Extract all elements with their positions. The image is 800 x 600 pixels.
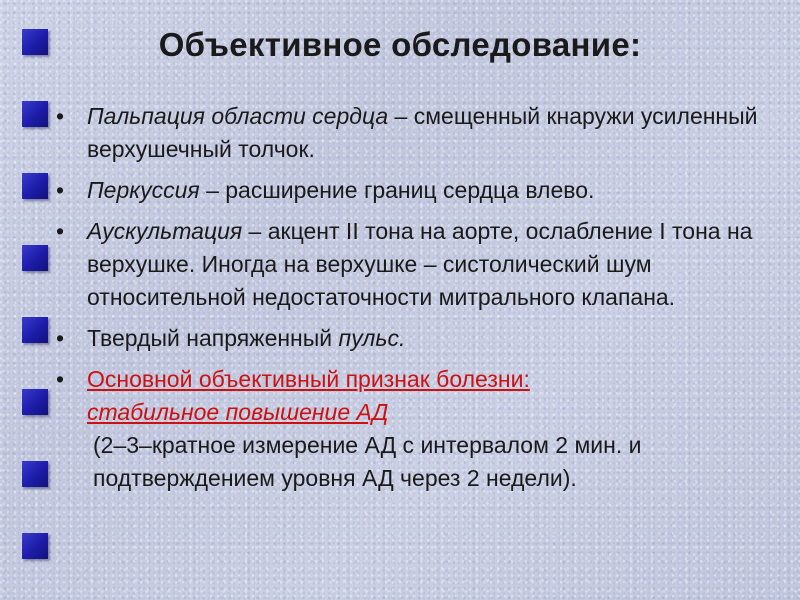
bullet-dot: •: [56, 366, 65, 392]
bullet-square-3: [22, 173, 48, 199]
bullet-square-7: [22, 461, 48, 487]
list-item-auscultation: [56, 215, 786, 314]
list-item-percussion: [56, 174, 786, 207]
main-sign-heading: Основной объективный признак болезни:: [87, 366, 530, 392]
bullet-square-2: [22, 101, 48, 127]
list-item-palpation: [56, 100, 786, 166]
term-pulse: пульс.: [338, 325, 406, 351]
list-item-pulse: [56, 322, 786, 355]
term-palpation: Пальпация области сердца: [87, 103, 389, 129]
bullet-dot: •: [56, 177, 65, 203]
bullet-square-4: [22, 245, 48, 271]
term-percussion: Перкуссия: [87, 177, 200, 203]
main-sign-note: (2–3–кратное измерение АД с интервалом 2 мин. и подтверждением уровня АД через 2 недели).: [93, 432, 642, 491]
text-auscultation: – акцент II тона на аорте, ослабление I тона на верхушке. Иногда на верхушке – систолический шум относительной недостаточности митрального клапана.: [87, 218, 753, 310]
main-sign-value: стабильное повышение АД: [87, 399, 389, 425]
bullet-dot: •: [56, 218, 65, 244]
bullet-dot: •: [56, 103, 65, 129]
text-percussion: – расширение границ сердца влево.: [199, 177, 595, 203]
bullet-square-8: [22, 533, 48, 559]
bullet-dot: •: [56, 325, 65, 351]
term-auscultation: Аускультация: [87, 218, 243, 244]
bullet-square-6: [22, 389, 48, 415]
text-palpation: – смещенный кнаружи усиленный верхушечный толчок.: [87, 103, 758, 162]
findings-list: [56, 100, 786, 503]
slide-title: Объективное обследование:: [158, 26, 642, 63]
list-item-main-sign: [56, 363, 786, 495]
bullet-square-5: [22, 317, 48, 343]
text-pulse: Твердый напряженный: [87, 325, 339, 351]
